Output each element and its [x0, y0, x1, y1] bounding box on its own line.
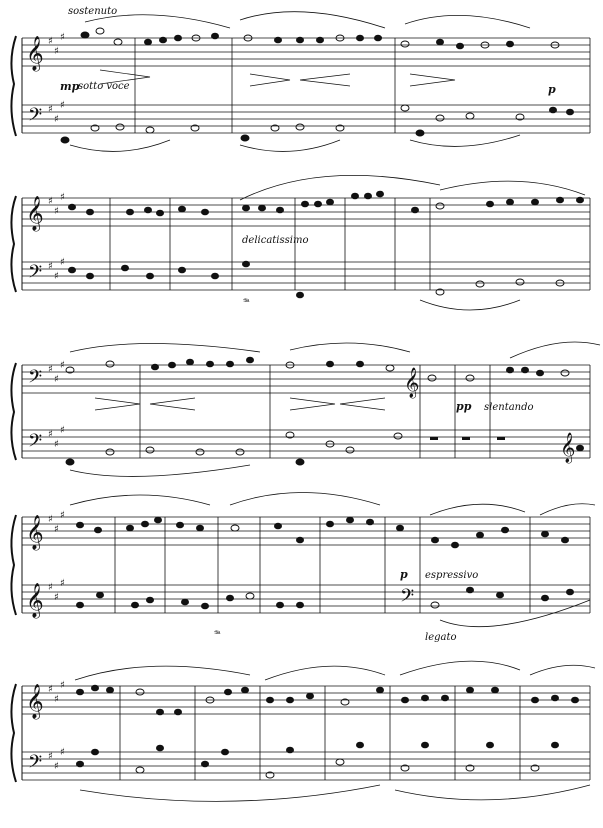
bass-staff	[22, 262, 590, 290]
svg-text:♯: ♯	[54, 271, 59, 282]
system-3	[11, 342, 600, 476]
brace	[11, 363, 22, 460]
notes	[77, 685, 579, 778]
notes	[69, 191, 584, 298]
hairpins	[100, 70, 455, 86]
key-signature	[48, 192, 65, 282]
marking-sostenuto: sostenuto	[68, 6, 118, 17]
treble-clef: 𝄞	[26, 684, 44, 719]
treble-staff	[22, 365, 590, 393]
system-2	[11, 175, 590, 310]
key-signature	[48, 32, 65, 125]
marking-delicatissimo: delicatissimo	[242, 235, 309, 246]
brace	[11, 196, 22, 292]
marking-p: p	[548, 83, 556, 96]
svg-text:♯: ♯	[48, 582, 53, 593]
marking-pp: pp	[456, 400, 472, 413]
svg-text:♯: ♯	[48, 261, 53, 272]
bass-staff	[22, 105, 590, 133]
bass-staff	[22, 752, 590, 780]
bass-clef-upper: 𝄢	[28, 367, 43, 392]
bass-clef: 𝄢	[28, 752, 43, 777]
svg-text:♯: ♯	[60, 510, 65, 521]
key-signature	[48, 360, 65, 450]
marking-mp: mp	[60, 80, 80, 93]
svg-text:♯: ♯	[54, 46, 59, 57]
svg-text:♯: ♯	[48, 751, 53, 762]
svg-text:♯: ♯	[48, 36, 53, 47]
treble-clef: 𝄞	[26, 36, 44, 71]
system-4	[11, 493, 595, 644]
svg-text:♯: ♯	[60, 100, 65, 111]
treble-clef-lower: 𝄞	[26, 583, 44, 618]
svg-text:♯: ♯	[60, 32, 65, 43]
treble-clef-change-bass: 𝄞	[560, 433, 576, 463]
treble-clef-change: 𝄞	[404, 368, 420, 398]
svg-text:♯: ♯	[48, 429, 53, 440]
svg-text:♯: ♯	[60, 360, 65, 371]
pedal-mark: 𝆮	[242, 297, 249, 308]
hairpins	[95, 398, 385, 410]
treble-staff	[22, 38, 590, 66]
brace	[11, 515, 22, 615]
lower-staff	[22, 585, 590, 613]
svg-text:♯: ♯	[60, 578, 65, 589]
pedal-mark: 𝆮	[213, 629, 220, 640]
svg-text:♯: ♯	[54, 439, 59, 450]
marking-slentando: slentando	[484, 402, 534, 413]
system-1	[11, 6, 590, 151]
treble-clef: 𝄞	[26, 515, 44, 550]
treble-clef: 𝄞	[26, 196, 44, 231]
svg-text:♯: ♯	[54, 694, 59, 705]
svg-text:♯: ♯	[60, 747, 65, 758]
svg-text:♯: ♯	[48, 514, 53, 525]
bass-clef: 𝄢	[28, 105, 43, 130]
marking-p: p	[400, 568, 408, 581]
bass-clef: 𝄢	[28, 262, 43, 287]
system-5	[11, 661, 595, 801]
marking-legato: legato	[425, 632, 457, 643]
svg-text:♯: ♯	[54, 592, 59, 603]
svg-text:♯: ♯	[60, 192, 65, 203]
bass-clef-change: 𝄢	[400, 586, 415, 611]
svg-text:♯: ♯	[54, 524, 59, 535]
svg-text:♯: ♯	[48, 364, 53, 375]
svg-text:♯: ♯	[54, 114, 59, 125]
slurs	[70, 493, 595, 627]
svg-text:♯: ♯	[48, 684, 53, 695]
svg-text:♯: ♯	[60, 257, 65, 268]
svg-text:♯: ♯	[48, 104, 53, 115]
svg-text:♯: ♯	[60, 680, 65, 691]
svg-text:♯: ♯	[48, 196, 53, 207]
marking-sotto-voce: sotto voce	[78, 81, 130, 92]
marking-espressivo: espressivo	[425, 570, 479, 581]
svg-text:♯: ♯	[54, 761, 59, 772]
svg-text:♯: ♯	[60, 425, 65, 436]
svg-text:♯: ♯	[54, 374, 59, 385]
rests	[430, 437, 505, 440]
brace	[11, 36, 22, 136]
key-signature	[48, 680, 65, 772]
bass-clef: 𝄢	[28, 431, 43, 456]
svg-text:♯: ♯	[54, 206, 59, 217]
brace	[11, 684, 22, 782]
